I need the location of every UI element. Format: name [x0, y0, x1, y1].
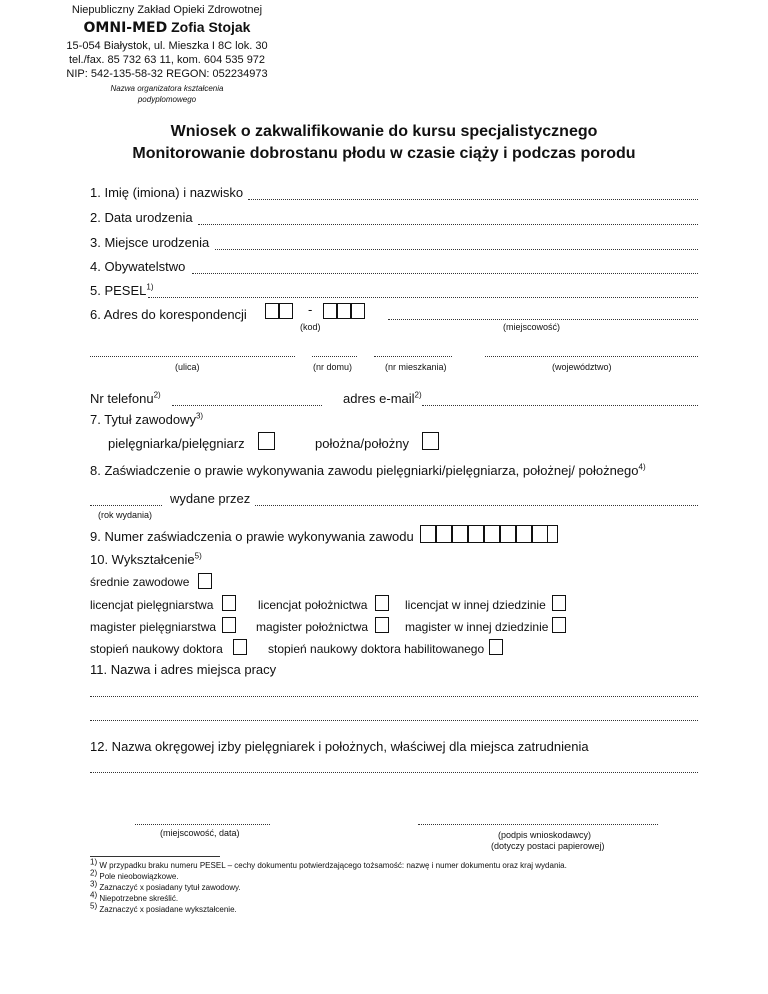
education-label: 10. Wykształcenie$^{5)}$ — [90, 551, 202, 567]
field-pesel-line[interactable] — [148, 296, 698, 298]
midwife-checkbox[interactable] — [422, 432, 439, 450]
field-name-line[interactable] — [248, 198, 698, 200]
title-section-label: 7. Tytuł zawodowy$^{3)}$ — [90, 411, 204, 427]
edu-lic-other-label: licencjat w innej dziedzinie — [405, 598, 546, 612]
footnote-5: $^{5)}$ Zaznaczyć x posiadane wykształcenie. — [90, 901, 237, 914]
license-box-4[interactable] — [468, 525, 484, 543]
phone-label: Nr telefonu$^{2)}$ — [90, 390, 161, 406]
org-label-1: Nazwa organizatora kształcenia — [110, 84, 224, 93]
zip-box-3[interactable] — [323, 303, 337, 319]
edu-mag-midwifery-label: magister położnictwa — [256, 620, 369, 634]
edu-phd-checkbox[interactable] — [233, 639, 247, 655]
license-box-2[interactable] — [436, 525, 452, 543]
field-citizenship-line[interactable] — [192, 272, 698, 274]
house-no-line[interactable] — [312, 355, 357, 357]
org-name-line: Niepubliczny Zakład Opieki Zdrowotnej — [71, 4, 263, 16]
license-box-9[interactable] — [548, 525, 558, 543]
zip-box-1[interactable] — [265, 303, 279, 319]
license-box-5[interactable] — [484, 525, 500, 543]
license-box-6[interactable] — [500, 525, 516, 543]
nurse-checkbox[interactable] — [258, 432, 275, 450]
field-dob-line[interactable] — [198, 223, 698, 225]
license-box-1[interactable] — [420, 525, 436, 543]
edu-lic-midwifery-checkbox[interactable] — [375, 595, 389, 611]
edu-phd-label: stopień naukowy doktora — [90, 642, 223, 656]
license-number-label: 9. Numer zaświadczenia o prawie wykonywania zawodu — [90, 529, 414, 544]
city-label: (miejscowość) — [503, 322, 561, 332]
pesel-sup: 1) — [146, 282, 154, 292]
org-phone: tel./fax. 85 732 63 11, kom. 604 535 972 — [68, 54, 266, 66]
phone-line[interactable] — [172, 404, 322, 406]
workplace-line-2[interactable] — [90, 719, 698, 721]
signature-line[interactable] — [418, 823, 658, 825]
edu-habil-checkbox[interactable] — [489, 639, 503, 655]
edu-habil-label: stopień naukowy doktora habilitowanego — [268, 642, 485, 656]
place-date-line[interactable] — [135, 823, 270, 825]
footnote-4: $^{4)}$ Niepotrzebne skreślić. — [90, 890, 179, 903]
field-pob-line[interactable] — [215, 248, 698, 250]
city-line[interactable] — [388, 318, 698, 320]
apt-no-label: (nr mieszkania) — [385, 362, 447, 372]
edu-lic-nursing-label: licencjat pielęgniarstwa — [90, 598, 214, 612]
org-logo — [37, 19, 297, 36]
license-year-label: (rok wydania) — [98, 510, 153, 520]
email-line[interactable] — [422, 404, 698, 406]
org-logo-main: OMNI-MED — [83, 20, 168, 36]
place-date-label: (miejscowość, data) — [160, 828, 240, 838]
edu-lic-other-checkbox[interactable] — [552, 595, 566, 611]
edu-secondary-label: średnie zawodowe — [90, 575, 190, 589]
org-address: 15-054 Białystok, ul. Mieszka I 8C lok. 30 — [66, 40, 268, 52]
voivodeship-label: (województwo) — [552, 362, 612, 372]
edu-mag-other-label: magister w innej dziedzinie — [405, 620, 549, 634]
org-logo-rest: Zofia Stojak — [167, 19, 251, 35]
footnote-divider — [90, 856, 220, 857]
zip-box-5[interactable] — [351, 303, 365, 319]
footnote-3: $^{3)}$ Zaznaczyć x posiadany tytuł zawodowy. — [90, 879, 241, 892]
field-pob-label: 3. Miejsce urodzenia — [90, 235, 210, 250]
nurse-option-label: pielęgniarka/pielęgniarz — [108, 436, 245, 451]
zip-box-4[interactable] — [337, 303, 351, 319]
email-label: adres e-mail$^{2)}$ — [343, 390, 422, 406]
field-name-label: 1. Imię (imiona) i nazwisko — [90, 185, 244, 200]
apt-no-line[interactable] — [374, 355, 452, 357]
chamber-line[interactable] — [90, 771, 698, 773]
license-year-line[interactable] — [90, 504, 162, 506]
field-dob-label: 2. Data urodzenia — [90, 210, 193, 225]
issued-by-line[interactable] — [255, 504, 698, 506]
footnote-2: $^{2)}$ Pole nieobowiązkowe. — [90, 868, 179, 881]
license-section-label: 8. Zaświadczenie o prawie wykonywania zawodu pielęgniarki/pielęgniarza, położnej/ położnego$^{4)}$ — [90, 462, 646, 478]
license-box-8[interactable] — [532, 525, 548, 543]
page-title-2: Monitorowanie dobrostanu płodu w czasie ciąży i podczas porodu — [132, 145, 636, 162]
org-nip-regon: NIP: 542-135-58-32 REGON: 052234973 — [66, 68, 268, 80]
street-line[interactable] — [90, 355, 295, 357]
house-no-label: (nr domu) — [313, 362, 353, 372]
zip-dash: - — [308, 302, 313, 317]
voivodeship-line[interactable] — [485, 355, 698, 357]
street-label: (ulica) — [175, 362, 200, 372]
footnote-1: $^{1)}$ W przypadku braku numeru PESEL – cechy dokumentu potwierdzającego tożsamość: nazwę i numer dokumentu oraz kraj wydania. — [90, 857, 567, 870]
edu-mag-nursing-checkbox[interactable] — [222, 617, 236, 633]
edu-lic-nursing-checkbox[interactable] — [222, 595, 236, 611]
workplace-line-1[interactable] — [90, 695, 698, 697]
field-citizenship-label: 4. Obywatelstwo — [90, 259, 186, 274]
issued-by-label: wydane przez — [170, 491, 251, 506]
signature-label-1: (podpis wnioskodawcy) — [498, 830, 592, 840]
license-box-3[interactable] — [452, 525, 468, 543]
org-label-2: podyplomowego — [137, 95, 197, 104]
edu-mag-nursing-label: magister pielęgniarstwa — [90, 620, 217, 634]
field-address-label: 6. Adres do korespondencji — [90, 307, 247, 322]
signature-label-2: (dotyczy postaci papierowej) — [491, 841, 605, 851]
edu-mag-midwifery-checkbox[interactable] — [375, 617, 389, 633]
zip-box-2[interactable] — [279, 303, 293, 319]
page-title-1: Wniosek o zakwalifikowanie do kursu specjalistycznego — [170, 123, 598, 140]
edu-mag-other-checkbox[interactable] — [552, 617, 566, 633]
license-box-7[interactable] — [516, 525, 532, 543]
edu-lic-midwifery-label: licencjat położnictwa — [258, 598, 368, 612]
workplace-label: 11. Nazwa i adres miejsca pracy — [90, 662, 277, 677]
edu-secondary-checkbox[interactable] — [198, 573, 212, 589]
chamber-label: 12. Nazwa okręgowej izby pielęgniarek i położnych, właściwej dla miejsca zatrudnienia — [90, 739, 589, 754]
midwife-option-label: położna/położny — [315, 436, 409, 451]
field-pesel-label: 5. PESEL$^{1)}$ — [90, 282, 154, 298]
zip-label: (kod) — [300, 322, 321, 332]
